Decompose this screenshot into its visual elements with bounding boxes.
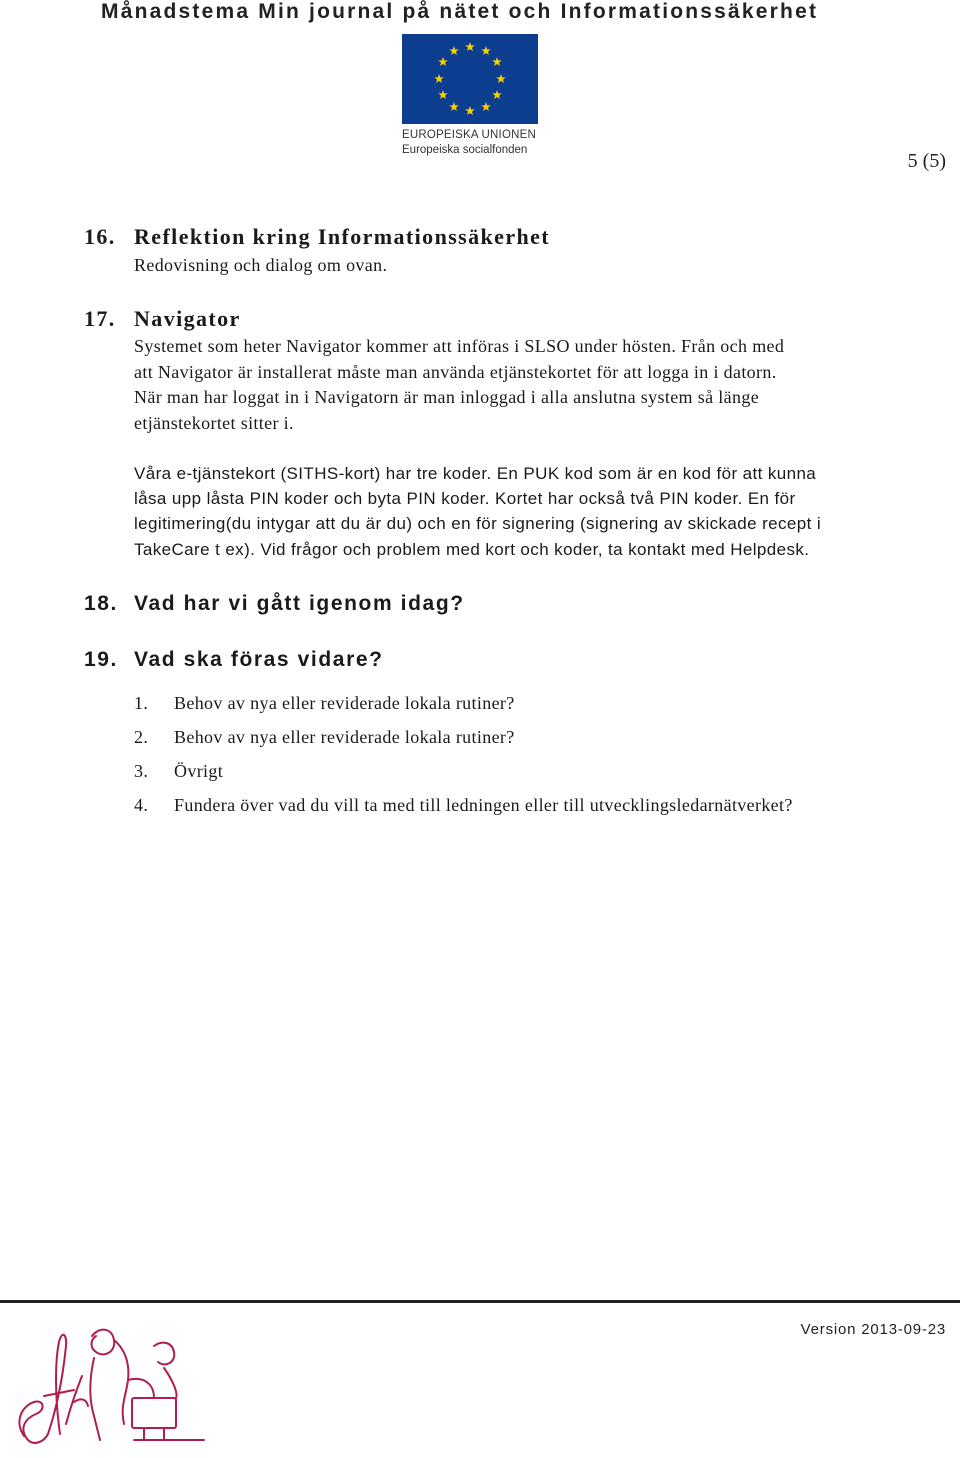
section-17-para1-line4: etjänstekortet sitter i. (134, 413, 294, 433)
section-17-para1-line3: När man har loggat in i Navigatorn är man inloggad i alla anslutna system så länge (134, 387, 760, 407)
list-item-number: 1. (134, 693, 149, 713)
eu-flag-icon (402, 34, 538, 124)
eu-logo (400, 34, 540, 158)
list-item-text: Behov av nya eller reviderade lokala rutiner? (174, 693, 515, 713)
page-number: 5 (5) (907, 150, 946, 172)
list-item (134, 761, 223, 782)
section-17-number: 17. (84, 306, 116, 331)
list-item-number: 3. (134, 761, 149, 781)
list-item (134, 727, 515, 748)
section-17-para1-line2: att Navigator är installerat måste man använda etjänstekortet för att logga in i datorn. (134, 362, 777, 382)
list-item (134, 693, 515, 714)
section-17-para2-line2: låsa upp låsta PIN koder och byta PIN koder. Kortet har också två PIN koder. En för (134, 489, 796, 508)
list-item-number: 4. (134, 795, 149, 815)
document-header-title: Månadstema Min journal på nätet och Informationssäkerhet (101, 0, 819, 23)
section-17-title: Navigator (134, 306, 241, 331)
section-17-para2-line4: TakeCare t ex). Vid frågor och problem med kort och koder, ta kontakt med Helpdesk. (134, 540, 810, 559)
section-19-number: 19. (84, 648, 118, 671)
list-item-number: 2. (134, 727, 149, 747)
section-18-title: Vad har vi gått igenom idag? (134, 592, 465, 615)
section-18-number: 18. (84, 592, 118, 615)
section-19-heading (84, 648, 384, 672)
list-item-text: Övrigt (174, 761, 224, 781)
section-17-para2-line1: Våra e-tjänstekort (SITHS-kort) har tre koder. En PUK kod som är en kod för att kunna (134, 464, 817, 483)
eu-logo-line2: Europeiska socialfonden (402, 144, 528, 156)
document-version: Version 2013-09-23 (800, 1321, 946, 1338)
section-18-heading (84, 592, 465, 616)
section-16-number: 16. (84, 224, 116, 249)
ehalsa-logo-icon (4, 1306, 214, 1448)
section-16-heading (84, 224, 550, 250)
section-17-para2-line3: legitimering(du intygar att du är du) och en för signering (signering av skickade recept i (134, 514, 822, 533)
eu-logo-line1: EUROPEISKA UNIONEN (402, 129, 536, 141)
list-item-text: Fundera över vad du vill ta med till ledningen eller till utvecklingsledarnätverket? (174, 795, 793, 815)
section-17-para1-line1: Systemet som heter Navigator kommer att införas i SLSO under hösten. Från och med (134, 336, 785, 356)
list-item-text: Behov av nya eller reviderade lokala rutiner? (174, 727, 515, 747)
section-17-heading (84, 306, 241, 332)
list-item (134, 795, 793, 816)
section-16-title: Reflektion kring Informationssäkerhet (134, 224, 551, 249)
section-19-title: Vad ska föras vidare? (134, 648, 384, 671)
ehalsa-logo (4, 1306, 214, 1448)
footer-divider (0, 1300, 960, 1303)
section-16-body: Redovisning och dialog om ovan. (134, 255, 388, 275)
